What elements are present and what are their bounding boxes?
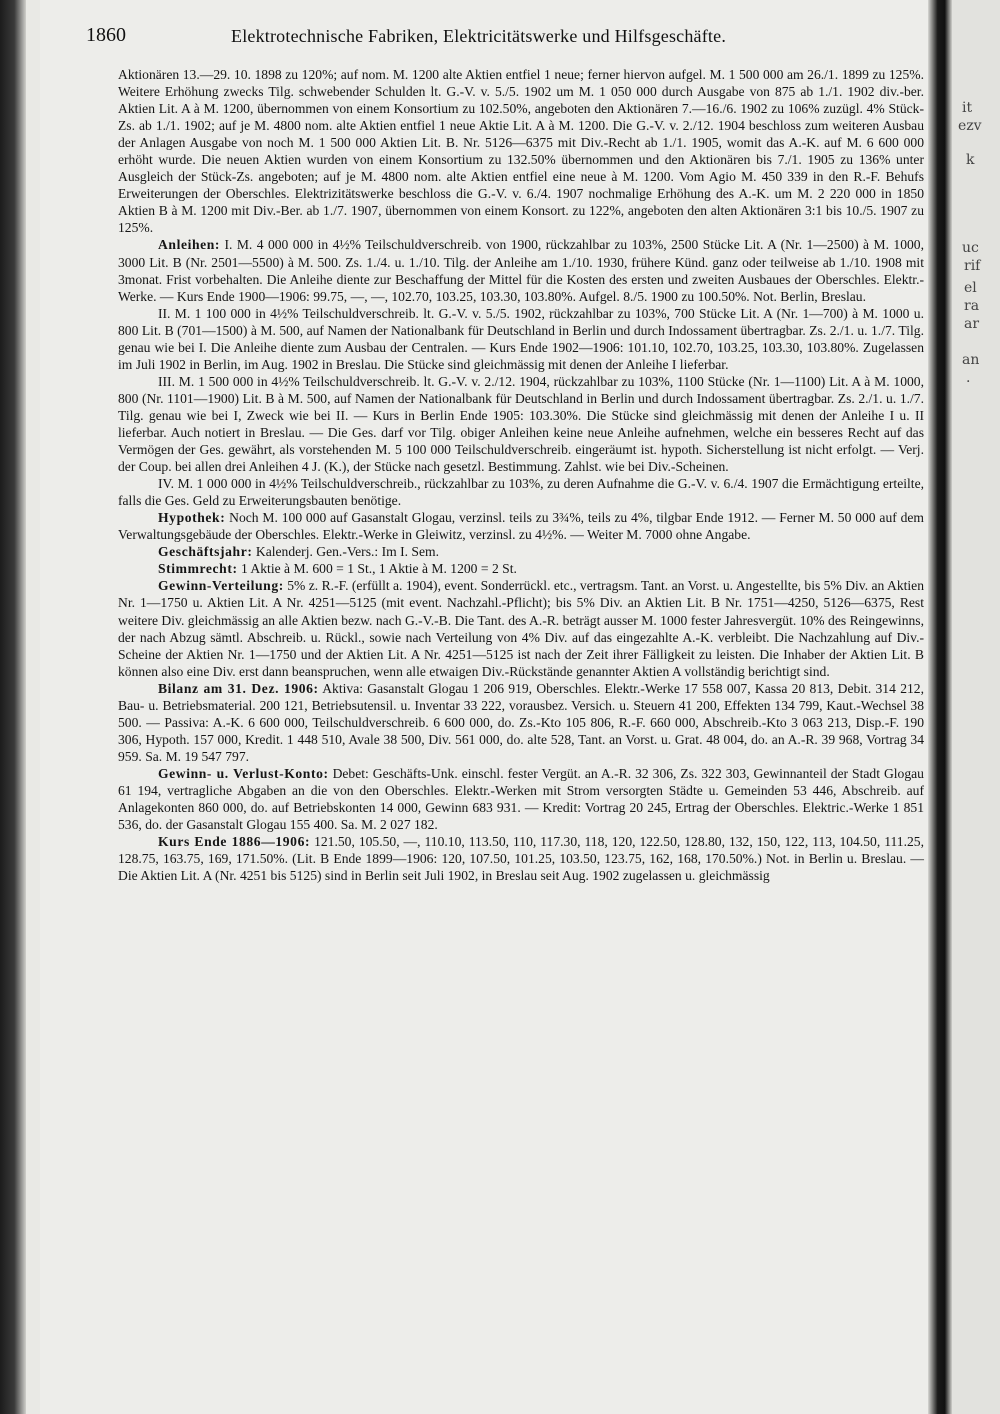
- article-body: [118, 66, 924, 884]
- margin-fragment: ar: [964, 316, 980, 332]
- page-left-shadow: [0, 0, 26, 1414]
- paragraph-text: II. M. 1 100 000 in 4½% Teilschuldverschreib. lt. G.-V. v. 5./5. 1902, rückzahlbar zu 103%, 700 Stücke Lit. A (Nr. 1—700) à M. 1000 u. 800 Lit. B (701—1500) à M. 500, auf Namen der Nationalbank für Deutschland in Berlin und durch Indossament übertragbar. Zs. 2./1. u. 1./7. Tilg. genau wie bei I. Die Anleihe diente zum Ausbau der Centralen. — Kurs Ende 1902—1906: 101.10, 102.70, 103.25, 103.30, 103.80%. Zugelassen im Juli 1902 in Berlin, im Aug. 1902 in Breslau. Die Stücke sind gleichmässig mit denen der Anleihe I lieferbar.: [118, 305, 924, 372]
- paragraph-text: 5% z. R.-F. (erfüllt a. 1904), event. Sonderrückl. etc., vertragsm. Tant. an Vorst. u. Angestellte, bis 5% Div. an Aktien Nr. 1—1750 u. Aktien Lit. A Nr. 4251—5125 (mit event. Nachzahl.-Pflicht); bis 5% Div. an Aktien Lit. B Nr. 1751—4250, 5126—6375, Rest weitere Div. gleichmässig an alle Aktien bezw. nach G.-V.-B. Die Tant. des A.-R. beträgt ausser M. 1000 fester Jahresvergüt. 10% des Reingewinns, der nach Abzug sämtl. Abschreib. u. Rückl., sowie nach Verteilung von 4% Div. auf das eingezahlte A.-K. verbleibt. Die Nachzahlung auf Div.-Scheine der Aktien Nr. 1—1750 und der Aktien Lit. A Nr. 4251—5125 ist nach der Zeit ihrer Fälligkeit zu leisten. Die Inhaber der Aktien Lit. B können also eine Div. erst dann beanspruchen, wenn alle etwaigen Div.-Rückstände genannter Aktien A vollständig berichtigt sind.: [118, 578, 924, 679]
- paragraph-gewinn-verteilung: [118, 577, 924, 679]
- paragraph-lead: Hypothek:: [158, 510, 226, 526]
- paragraph-text: I. M. 4 000 000 in 4½% Teilschuldverschreib. von 1900, rückzahlbar zu 103%, 2500 Stücke Lit. A (Nr. 1—2500) à M. 1000, 3000 Lit. B (Nr. 2501—5500) à M. 500. Zs. 1./4. u. 1./10. Tilg. der Anleihe am 1./10. 1930, frühere Künd. ganz oder teilweise ab 1./10. 1908 mit 3monat. Frist vorbehalten. Die Anleihe diente zur Beschaffung der Mittel für die Kosten des ersten und zweiten Ausbaues der Oberschles. Elektr.-Werke. — Kurs Ende 1900—1906: 99.75, —, —, 102.70, 103.25, 103.30, 103.80%. Aufgel. 8./5. 1900 zu 100.50%. Not. Berlin, Breslau.: [118, 237, 924, 304]
- paragraph-text: Kalenderj. Gen.-Vers.: Im I. Sem.: [252, 544, 439, 560]
- paragraph-lead: Gewinn-Verteilung:: [158, 578, 284, 594]
- margin-fragment: el: [964, 280, 977, 296]
- paragraph-lead: Gewinn- u. Verlust-Konto:: [158, 765, 329, 781]
- paragraph-stimmrecht: [118, 560, 924, 577]
- book-gutter-shadow: [928, 0, 952, 1414]
- paragraph-bilanz: [118, 680, 924, 765]
- paragraph-anleihen-i: [118, 236, 924, 304]
- page-number: 1860: [86, 24, 126, 46]
- paragraph-aktionaere: [118, 66, 924, 236]
- margin-fragment: uc: [962, 240, 979, 256]
- paragraph-text: 1 Aktie à M. 600 = 1 St., 1 Aktie à M. 1200 = 2 St.: [237, 561, 517, 577]
- paragraph-text: Noch M. 100 000 auf Gasanstalt Glogau, verzinsl. teils zu 3¾%, teils zu 4%, tilgbar Ende 1912. — Ferner M. 50 000 auf dem Verwaltungsgebäude der Oberschles. Elektr.-Werke in Gleiwitz, verzinsl. zu 4½%. — Weiter M. 7000 ohne Angabe.: [118, 510, 924, 543]
- paragraph-text: IV. M. 1 000 000 in 4½% Teilschuldverschreib., rückzahlbar zu 103%, zu deren Aufnahme die G.-V. v. 6./4. 1907 die Ermächtigung erteilte, falls die Ges. Geld zu Erweiterungsbauten benötige.: [118, 476, 924, 509]
- margin-fragment: an: [962, 352, 980, 368]
- paragraph-anleihen-ii: [118, 305, 924, 373]
- paragraph-text: Aktiva: Gasanstalt Glogau 1 206 919, Oberschles. Elektr.-Werke 17 558 007, Kassa 20 813, Debit. 314 212, Bau- u. Betriebsmaterial. 200 121, Betriebsutensil. u. Inventar 33 222, vorausbez. Versich. u. Steuern 41 200, Effekten 134 799, Kaut.-Wechsel 38 500. — Passiva: A.-K. 6 600 000, Teilschuldverschreib. 6 600 000, do. Zs.-Kto 105 806, R.-F. 660 000, Abschreib.-Kto 3 063 213, Disp.-F. 190 306, Hypoth. 157 000, Kredit. 1 448 510, Avale 38 500, Div. 561 000, do. alte 528, Tant. an Vorst. u. Grat. 48 004, do. an A.-R. 39 968, Vortrag 34 959. Sa. M. 19 547 797.: [118, 680, 924, 764]
- margin-fragment: ezv: [958, 118, 982, 134]
- paragraph-anleihen-iii: [118, 373, 924, 475]
- paragraph-hypothek: [118, 509, 924, 543]
- paragraph-geschaeftsjahr: [118, 543, 924, 560]
- paragraph-gewinn-verlust: [118, 765, 924, 833]
- margin-fragment: k: [966, 152, 975, 168]
- paragraph-lead: Bilanz am 31. Dez. 1906:: [158, 680, 319, 696]
- paragraph-anleihen-iv: [118, 475, 924, 509]
- paragraph-kurs: [118, 833, 924, 884]
- margin-fragment: .: [966, 370, 971, 386]
- margin-fragment: rif: [964, 258, 981, 274]
- margin-fragment: ra: [964, 298, 980, 314]
- paragraph-text: Debet: Geschäfts-Unk. einschl. fester Vergüt. an A.-R. 32 306, Zs. 322 303, Gewinnanteil der Stadt Glogau 61 194, vertragliche Abgaben an die von den Oberschles. Elektr.-Werken mit Strom versorgten Städte u. Gemeinden 53 446, Abschreib. auf Anlagekonten 860 000, do. auf Betriebskonten 14 000, Gewinn 683 931. — Kredit: Vortrag 20 245, Ertrag der Oberschles. Elektric.-Werke 1 851 536, do. der Gasanstalt Glogau 155 400. Sa. M. 2 027 182.: [118, 765, 924, 833]
- paragraph-text: III. M. 1 500 000 in 4½% Teilschuldverschreib. lt. G.-V. v. 2./12. 1904, rückzahlbar zu 103%, 1100 Stücke (Nr. 1—1100) Lit. A à M. 1000, 800 (Nr. 1101—1900) Lit. B à M. 500, auf Namen der Nationalbank für Deutschland in Berlin und durch Indossament übertragbar. Zs. 2./1. u. 1./7. Tilg. genau wie bei I, Zweck wie bei II. — Kurs in Berlin Ende 1905: 103.30%. Die Stücke sind gleichmässig mit denen der Anleihe I u. II lieferbar. Auch notiert in Breslau. — Die Ges. darf vor Tilg. obiger Anleihen keine neue Anleihe aufnehmen, welche ein besseres Recht auf das Vermögen der Ges. gewährt, als vorstehenden M. 5 100 000 Teilschuldverschreib. eingeräumt ist. hypoth. Sicherstellung ist nicht erfolgt. — Verj. der Coup. bei allen drei Anleihen 4 J. (K.), der Stücke nach gesetzl. Bestimmung. Zahlst. wie bei Div.-Scheinen.: [118, 373, 924, 475]
- paragraph-lead: Stimmrecht:: [158, 561, 238, 577]
- running-title: Elektrotechnische Fabriken, Elektricitätswerke und Hilfsgeschäfte.: [231, 26, 727, 46]
- adjacent-page-strip: [952, 0, 1000, 1414]
- paragraph-text: Aktionären 13.—29. 10. 1898 zu 120%; auf nom. M. 1200 alte Aktien entfiel 1 neue; ferner hiervon aufgel. M. 1 500 000 am 26./1. 1899 zu 125%. Weitere Erhöhung zwecks Tilg. schwebender Schulden lt. G.-V. v. 5./5. 1902 um M. 1 050 000 durch Ausgabe von 875 ab 1./1. 1902 div.-ber. Aktien Lit. A à M. 1200, übernommen von einem Konsortium zu 102.50%, angeboten den Aktionären 7.—16./6. 1902 zu 106% zuzügl. 4% Stück-Zs. ab 1./1. 1902; auf je M. 4800 nom. alte Aktien entfiel 1 neue Aktie Lit. A à M. 1200. Die G.-V. v. 2./12. 1904 beschloss zum weiteren Ausbau der Anlagen Ausgabe von noch M. 1 500 000 Aktien Lit. B. Nr. 5126—6375 mit Div.-Recht ab 1./1. 1905, womit das A.-K. auf M. 6 600 000 erhöht wurde. Die neuen Aktien wurden von einem Konsortium zu 132.50% übernommen und den Aktionären bis 7./1. 1905 zu 136% unter Ausgleich der Stück-Zs. angeboten; auf je M. 4800 nom. alte Aktien entfiel eine neue à M. 1200. Vom Agio M. 450 339 in den R.-F. Behufs Erweiterungen der Oberschles. Elektrizitätswerke beschloss die G.-V. v. 6./4. 1907 nochmalige Erhöhung des A.-K. um M. 2 220 000 in 1850 Aktien B à M. 1200 mit Div.-Ber. ab 1./7. 1907, übernommen von einem Konsort. zu 122%, angeboten den alten Aktionären 3:1 bis 10./5. 1907 zu 125%.: [118, 67, 924, 236]
- paragraph-lead: Geschäftsjahr:: [158, 544, 253, 560]
- paragraph-text: 121.50, 105.50, —, 110.10, 113.50, 110, 117.30, 118, 120, 122.50, 128.80, 132, 150, 122, 113, 104.50, 111.25, 128.75, 163.75, 169, 171.50%. (Lit. B Ende 1899—1906: 120, 107.50, 101.25, 103.50, 123.75, 162, 168, 170.50%.) Not. in Berlin u. Breslau. — Die Aktien Lit. A (Nr. 4251 bis 5125) sind in Berlin seit Juli 1902, in Breslau seit Aug. 1902 zugelassen u. gleichmässig: [118, 834, 924, 884]
- paragraph-lead: Kurs Ende 1886—1906:: [158, 834, 311, 850]
- paragraph-lead: Anleihen:: [158, 237, 221, 253]
- margin-fragment: it: [962, 100, 973, 116]
